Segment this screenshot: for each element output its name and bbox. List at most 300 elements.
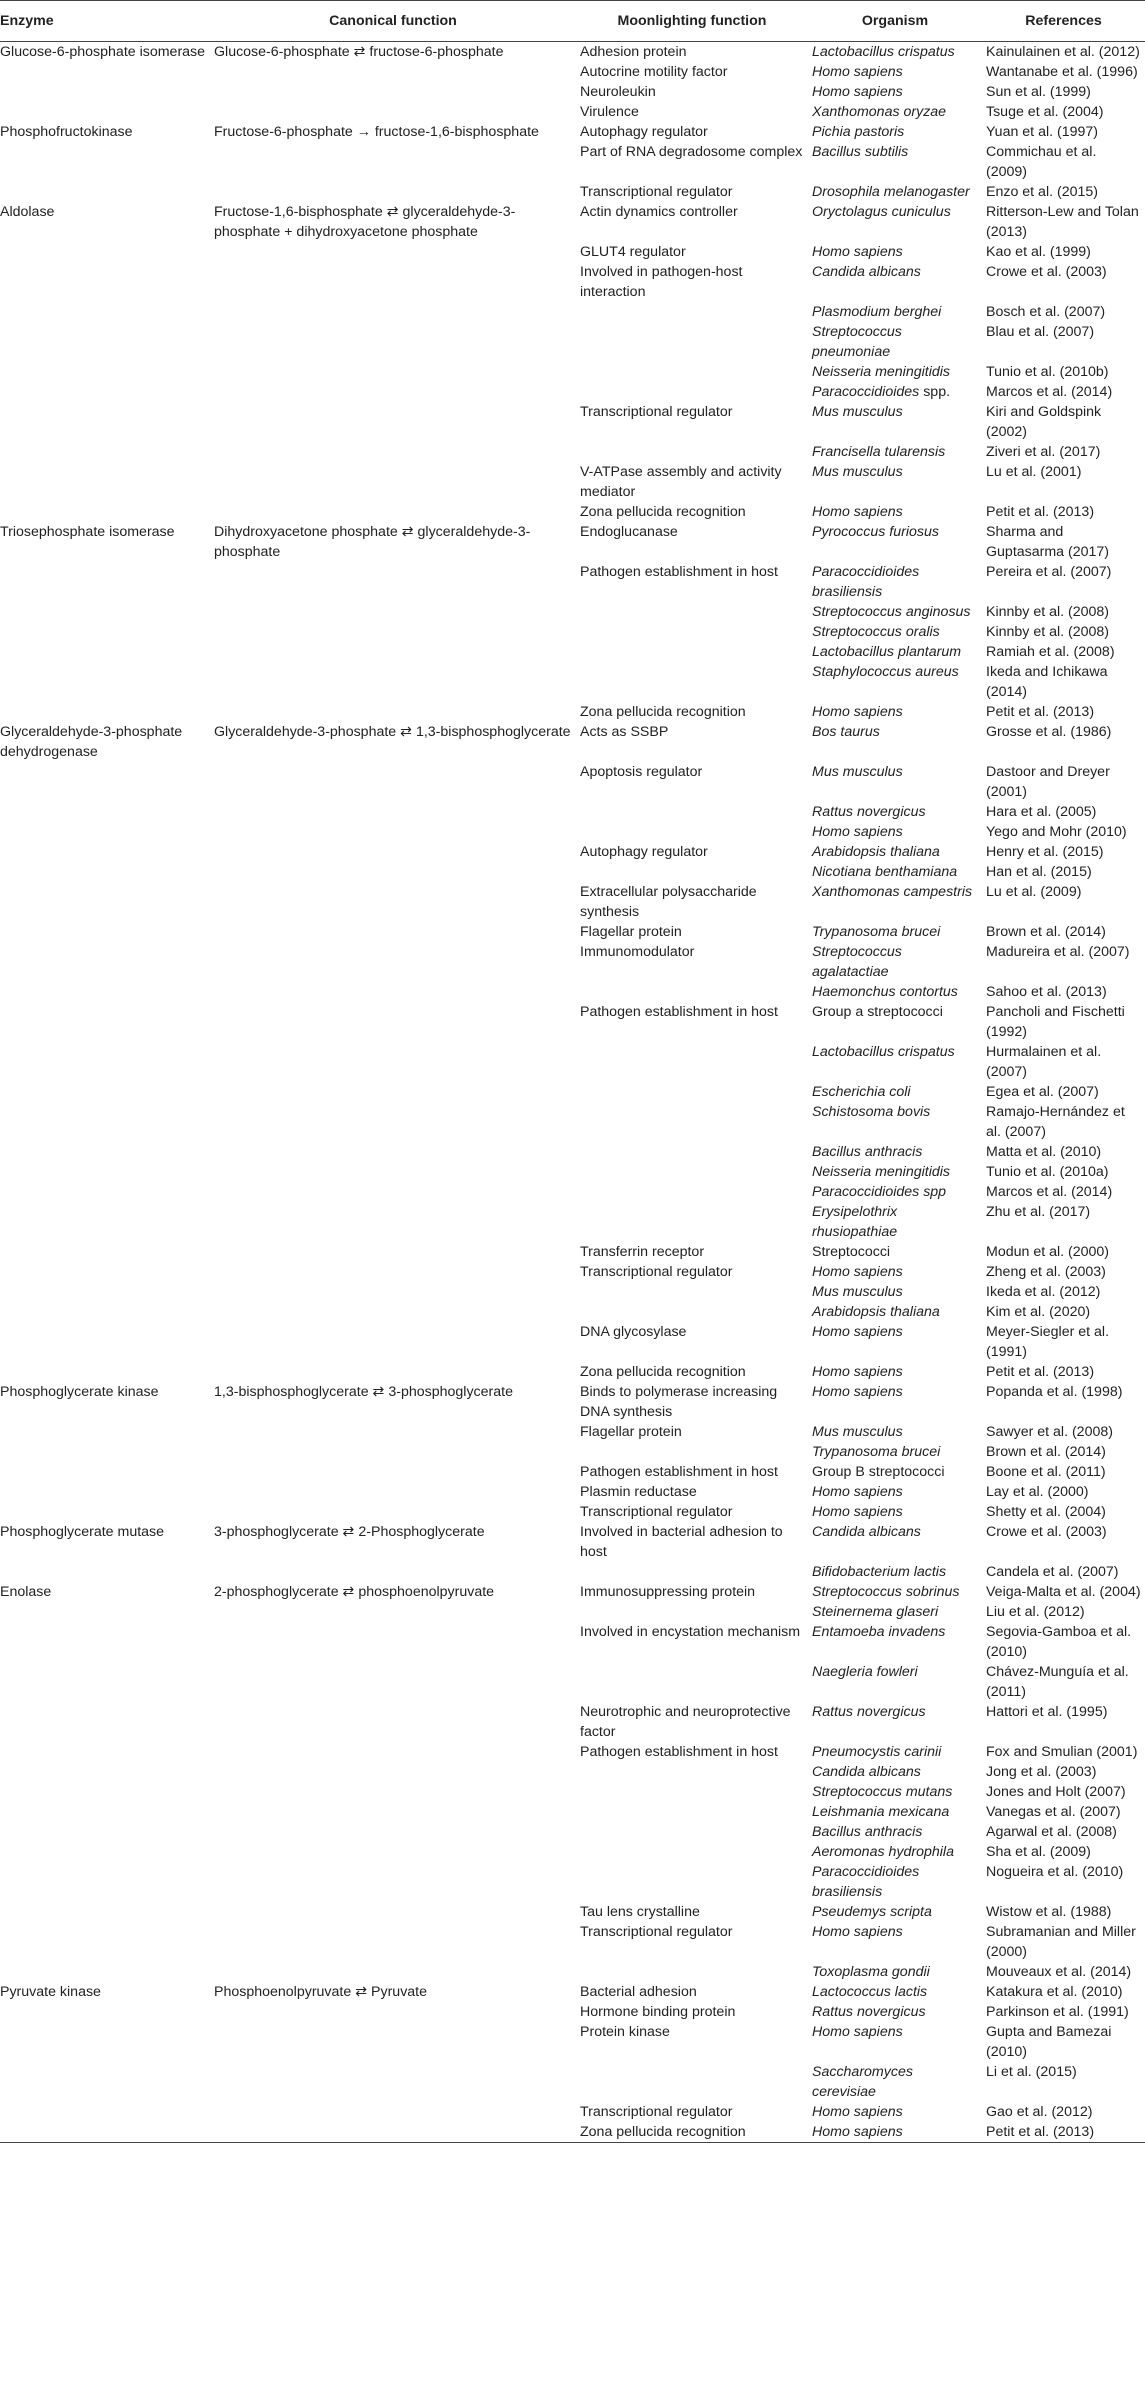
cell-enzyme (0, 862, 210, 882)
cell-moonlighting-function (576, 1762, 808, 1782)
cell-canonical-function (210, 1782, 576, 1802)
organism-name: Bacillus anthracis (812, 1144, 923, 1160)
cell-enzyme (0, 562, 210, 602)
cell-enzyme (0, 1922, 210, 1962)
cell-references: Blau et al. (2007) (986, 324, 1095, 340)
cell-enzyme (0, 382, 210, 402)
cell-moonlighting-function: Apoptosis regulator (580, 764, 703, 780)
cell-organism (808, 1582, 982, 1602)
table-row (0, 1242, 1145, 1262)
cell-canonical-function (210, 562, 576, 602)
cell-moonlighting-function: Autophagy regulator (580, 124, 708, 140)
cell-organism (808, 1442, 982, 1462)
cell-moonlighting-function: Neuroleukin (580, 84, 656, 100)
cell-moonlighting-function: Pathogen establishment in host (580, 1004, 778, 1020)
cell-references: Lu et al. (2001) (986, 464, 1082, 480)
table-row (0, 1742, 1145, 1762)
cell-moonlighting-function (576, 622, 808, 642)
cell-canonical-function (210, 302, 576, 322)
cell-enzyme (0, 462, 210, 502)
organism-name: Pichia pastoris (812, 124, 905, 140)
cell-moonlighting-function: Part of RNA degradosome complex (580, 144, 803, 160)
cell-enzyme (0, 322, 210, 362)
table-row (0, 1822, 1145, 1842)
cell-organism (808, 2062, 982, 2102)
cell-references: Parkinson et al. (1991) (986, 2004, 1129, 2020)
cell-references: Li et al. (2015) (986, 2064, 1077, 2080)
cell-organism (808, 1082, 982, 1102)
organism-name: Candida albicans (812, 1524, 921, 1540)
cell-organism (808, 862, 982, 882)
cell-enzyme (0, 502, 210, 522)
cell-references: Ziveri et al. (2017) (986, 444, 1101, 460)
cell-enzyme: Aldolase (0, 204, 55, 220)
table-row (0, 262, 1145, 302)
cell-moonlighting-function (576, 322, 808, 362)
cell-enzyme (0, 1162, 210, 1182)
cell-enzyme (0, 982, 210, 1002)
cell-enzyme (0, 82, 210, 102)
table-row (0, 1302, 1145, 1322)
cell-enzyme: Triosephosphate isomerase (0, 524, 175, 540)
cell-enzyme (0, 662, 210, 702)
table-row (0, 1362, 1145, 1382)
cell-enzyme (0, 1242, 210, 1262)
table-row (0, 1502, 1145, 1522)
organism-name: Mus musculus (812, 1424, 903, 1440)
cell-organism (808, 242, 982, 262)
cell-enzyme (0, 1902, 210, 1922)
organism-name: Homo sapiens (812, 1364, 903, 1380)
table-row (0, 1462, 1145, 1482)
cell-organism (808, 1302, 982, 1322)
table-row (0, 1862, 1145, 1902)
header-enzyme: Enzyme (0, 1, 210, 42)
organism-name: Homo sapiens (812, 1264, 903, 1280)
cell-canonical-function (210, 2002, 576, 2022)
organism-name: Mus musculus (812, 404, 903, 420)
cell-references: Katakura et al. (2010) (986, 1984, 1123, 2000)
table-row (0, 62, 1145, 82)
cell-enzyme (0, 142, 210, 182)
cell-organism (808, 2002, 982, 2022)
organism-name: Rattus novergicus (812, 804, 926, 820)
cell-references: Kim et al. (2020) (986, 1304, 1091, 1320)
cell-moonlighting-function (576, 1282, 808, 1302)
cell-canonical-function (210, 2102, 576, 2122)
cell-moonlighting-function (576, 822, 808, 842)
cell-references: Egea et al. (2007) (986, 1084, 1099, 1100)
cell-enzyme: Pyruvate kinase (0, 1984, 101, 2000)
cell-moonlighting-function (576, 1862, 808, 1902)
cell-canonical-function (210, 1762, 576, 1782)
cell-organism (808, 922, 982, 942)
cell-moonlighting-function: Immunosuppressing protein (580, 1584, 756, 1600)
table-row (0, 442, 1145, 462)
cell-moonlighting-function (576, 1822, 808, 1842)
cell-canonical-function (210, 382, 576, 402)
organism-name: Staphylococcus aureus (812, 664, 959, 680)
cell-canonical-function (210, 1842, 576, 1862)
cell-canonical-function (210, 842, 576, 862)
organism-name: Streptococcus oralis (812, 624, 940, 640)
table-row (0, 1902, 1145, 1922)
header-moonlighting-function: Moonlighting function (576, 1, 808, 42)
table-row (0, 242, 1145, 262)
cell-enzyme (0, 2002, 210, 2022)
cell-enzyme (0, 1762, 210, 1782)
cell-references: Lay et al. (2000) (986, 1484, 1089, 1500)
cell-enzyme (0, 1862, 210, 1902)
cell-moonlighting-function: Transferrin receptor (580, 1244, 705, 1260)
cell-organism (808, 382, 982, 402)
cell-canonical-function (210, 642, 576, 662)
header-references: References (982, 1, 1145, 42)
cell-canonical-function (210, 2062, 576, 2102)
cell-references: Kiri and Goldspink (2002) (986, 404, 1102, 440)
cell-organism (808, 102, 982, 122)
cell-organism (808, 1102, 982, 1142)
table-row (0, 862, 1145, 882)
cell-references: Han et al. (2015) (986, 864, 1092, 880)
cell-canonical-function (210, 762, 576, 802)
organism-name: Leishmania mexicana (812, 1804, 950, 1820)
cell-organism (808, 82, 982, 102)
cell-moonlighting-function (576, 1662, 808, 1702)
table-row (0, 42, 1145, 63)
cell-canonical-function (210, 1862, 576, 1902)
organism-name: Steinernema glaseri (812, 1604, 939, 1620)
organism-name: Haemonchus contortus (812, 984, 958, 1000)
cell-references: Lu et al. (2009) (986, 884, 1082, 900)
cell-moonlighting-function: Zona pellucida recognition (576, 2122, 808, 2143)
table-row (0, 1182, 1145, 1202)
cell-references: Hurmalainen et al. (2007) (986, 1044, 1102, 1080)
cell-canonical-function (210, 1282, 576, 1302)
cell-canonical-function (210, 242, 576, 262)
table-row (0, 142, 1145, 182)
table-row (0, 842, 1145, 862)
cell-enzyme (0, 1182, 210, 1202)
cell-organism (808, 762, 982, 802)
cell-references: Wantanabe et al. (1996) (986, 64, 1138, 80)
table-row (0, 1962, 1145, 1982)
cell-organism (808, 402, 982, 442)
cell-moonlighting-function: Pathogen establishment in host (580, 1464, 778, 1480)
cell-canonical-function (210, 1442, 576, 1462)
cell-enzyme: Glucose-6-phosphate isomerase (0, 44, 206, 60)
organism-name: Homo sapiens (812, 2124, 903, 2140)
cell-moonlighting-function (576, 1802, 808, 1822)
cell-references: Hara et al. (2005) (986, 804, 1097, 820)
header-organism: Organism (808, 1, 982, 42)
cell-references: Sharma and Guptasarma (2017) (986, 524, 1110, 560)
cell-references: Enzo et al. (2015) (986, 184, 1098, 200)
cell-canonical-function (210, 182, 576, 202)
cell-canonical-function: Glucose-6-phosphate ⇄ fructose-6-phosphate (214, 44, 504, 60)
cell-moonlighting-function: Transcriptional regulator (580, 1924, 733, 1940)
organism-name: Homo sapiens (812, 1484, 903, 1500)
cell-organism (808, 602, 982, 622)
table-row (0, 82, 1145, 102)
organism-name: Homo sapiens (812, 1384, 903, 1400)
cell-references: Jong et al. (2003) (986, 1764, 1097, 1780)
cell-enzyme (0, 702, 210, 722)
cell-moonlighting-function (576, 1042, 808, 1082)
cell-canonical-function (210, 1902, 576, 1922)
cell-moonlighting-function: Autophagy regulator (580, 844, 708, 860)
cell-enzyme (0, 1362, 210, 1382)
table-row (0, 622, 1145, 642)
cell-canonical-function (210, 502, 576, 522)
organism-name: Paracoccidioides brasiliensis (812, 564, 920, 600)
organism-name: Escherichia coli (812, 1084, 911, 1100)
table-row (0, 1762, 1145, 1782)
cell-enzyme (0, 1442, 210, 1462)
header-canonical-function: Canonical function (210, 1, 576, 42)
organism-name: Bifidobacterium lactis (812, 1564, 947, 1580)
organism-name: Homo sapiens (812, 1924, 903, 1940)
cell-references: Agarwal et al. (2008) (986, 1824, 1117, 1840)
cell-organism (808, 362, 982, 382)
cell-moonlighting-function: Transcriptional regulator (580, 1264, 733, 1280)
cell-organism (808, 1822, 982, 1842)
table-row (0, 1442, 1145, 1462)
organism-name: Bacillus anthracis (812, 1824, 923, 1840)
cell-organism (808, 1842, 982, 1862)
cell-moonlighting-function: Autocrine motility factor (580, 64, 728, 80)
organism-name: Oryctolagus cuniculus (812, 204, 951, 220)
cell-organism (808, 822, 982, 842)
cell-enzyme: Phosphoglycerate mutase (0, 1524, 165, 1540)
cell-enzyme (0, 942, 210, 982)
cell-organism (808, 1362, 982, 1382)
table-row (0, 1802, 1145, 1822)
cell-moonlighting-function (576, 382, 808, 402)
table-row (0, 1842, 1145, 1862)
organism-name: Streptococcus mutans (812, 1784, 953, 1800)
cell-organism (808, 302, 982, 322)
table-row (0, 1042, 1145, 1082)
organism-name: Xanthomonas campestris (812, 884, 973, 900)
cell-organism (808, 2102, 982, 2122)
cell-enzyme (0, 1202, 210, 1242)
cell-organism (808, 982, 982, 1002)
table-row (0, 1782, 1145, 1802)
cell-canonical-function (210, 82, 576, 102)
cell-references: Matta et al. (2010) (986, 1144, 1102, 1160)
cell-canonical-function (210, 1162, 576, 1182)
cell-moonlighting-function (576, 302, 808, 322)
organism-name: Trypanosoma brucei (812, 924, 941, 940)
cell-canonical-function (210, 922, 576, 942)
table-row (0, 1322, 1145, 1362)
table-row (0, 802, 1145, 822)
organism-name: Paracoccidioides brasiliensis (812, 1864, 920, 1900)
organism-name: Homo sapiens (812, 704, 903, 720)
table-row (0, 1002, 1145, 1042)
cell-references: Yuan et al. (1997) (986, 124, 1099, 140)
organism-name: Mus musculus (812, 1284, 903, 1300)
cell-canonical-function (210, 1322, 576, 1362)
cell-canonical-function (210, 702, 576, 722)
cell-enzyme (0, 2102, 210, 2122)
cell-references: Nogueira et al. (2010) (986, 1864, 1124, 1880)
organism-name: Lactobacillus plantarum (812, 644, 962, 660)
cell-moonlighting-function (576, 802, 808, 822)
cell-enzyme (0, 1322, 210, 1362)
organism-suffix: spp. (919, 384, 951, 400)
organism-name: Francisella tularensis (812, 444, 946, 460)
cell-references: Sha et al. (2009) (986, 1844, 1091, 1860)
cell-organism (808, 182, 982, 202)
organism-name: Streptococcus agalatactiae (812, 944, 902, 980)
cell-organism (808, 722, 982, 762)
organism-group: Group a streptococci (812, 1004, 943, 1020)
cell-moonlighting-function: Protein kinase (580, 2024, 670, 2040)
cell-enzyme (0, 1002, 210, 1042)
cell-organism (808, 1282, 982, 1302)
table-row (0, 882, 1145, 922)
cell-organism (808, 122, 982, 142)
cell-enzyme (0, 1302, 210, 1322)
cell-moonlighting-function (576, 2062, 808, 2102)
cell-canonical-function (210, 1362, 576, 1382)
cell-enzyme (0, 402, 210, 442)
cell-enzyme (0, 1462, 210, 1482)
organism-group: Streptococci (812, 1244, 891, 1260)
cell-organism (808, 522, 982, 562)
cell-canonical-function (210, 1562, 576, 1582)
table-row (0, 642, 1145, 662)
cell-references: Tunio et al. (2010b) (986, 364, 1109, 380)
cell-references: Hattori et al. (1995) (986, 1704, 1108, 1720)
organism-name: Neisseria meningitidis (812, 364, 950, 380)
cell-references: Tunio et al. (2010a) (986, 1164, 1109, 1180)
cell-moonlighting-function: Neurotrophic and neuroprotective factor (580, 1704, 791, 1740)
cell-enzyme: Enolase (0, 1584, 52, 1600)
cell-enzyme (0, 1822, 210, 1842)
cell-references: Petit et al. (2013) (986, 504, 1095, 520)
cell-enzyme (0, 1842, 210, 1862)
table-row (0, 1382, 1145, 1422)
cell-organism (808, 2022, 982, 2062)
cell-enzyme (0, 262, 210, 302)
cell-enzyme (0, 1042, 210, 1082)
cell-moonlighting-function (576, 1082, 808, 1102)
cell-references: Shetty et al. (2004) (986, 1504, 1106, 1520)
cell-moonlighting-function: Extracellular polysaccharide synthesis (580, 884, 757, 920)
table-row (0, 1102, 1145, 1142)
cell-references: Meyer-Siegler et al. (1991) (986, 1324, 1110, 1360)
cell-organism (808, 1322, 982, 1362)
cell-references: Marcos et al. (2014) (986, 384, 1113, 400)
cell-organism (808, 1242, 982, 1262)
table-row (0, 2102, 1145, 2122)
cell-references: Tsuge et al. (2004) (986, 104, 1104, 120)
cell-organism (808, 202, 982, 242)
table-row (0, 302, 1145, 322)
cell-references: Ritterson-Lew and Tolan (2013) (986, 204, 1139, 240)
table-row (0, 1522, 1145, 1562)
cell-canonical-function: Phosphoenolpyruvate ⇄ Pyruvate (214, 1984, 428, 2000)
organism-name: Candida albicans (812, 1764, 921, 1780)
table-row (0, 602, 1145, 622)
table-row (0, 1562, 1145, 1582)
organism-name: Bos taurus (812, 724, 880, 740)
table-row (0, 1422, 1145, 1442)
cell-references: Crowe et al. (2003) (986, 264, 1107, 280)
cell-references: Marcos et al. (2014) (986, 1184, 1113, 1200)
cell-organism (808, 442, 982, 462)
cell-enzyme (0, 1102, 210, 1142)
organism-name: Homo sapiens (812, 244, 903, 260)
cell-references: Pereira et al. (2007) (986, 564, 1112, 580)
cell-moonlighting-function: Involved in pathogen-host interaction (580, 264, 743, 300)
cell-references: Modun et al. (2000) (986, 1244, 1110, 1260)
cell-moonlighting-function (576, 1162, 808, 1182)
cell-enzyme (0, 2122, 210, 2143)
cell-canonical-function (210, 1202, 576, 1242)
cell-references: Dastoor and Dreyer (2001) (986, 764, 1110, 800)
cell-moonlighting-function (576, 362, 808, 382)
cell-canonical-function (210, 1182, 576, 1202)
organism-name: Erysipelothrix rhusiopathiae (812, 1204, 898, 1240)
cell-enzyme (0, 362, 210, 382)
cell-enzyme (0, 1602, 210, 1622)
cell-organism (808, 1862, 982, 1902)
cell-moonlighting-function (576, 1102, 808, 1142)
organism-name: Lactococcus lactis (812, 1984, 928, 2000)
cell-organism (808, 1162, 982, 1182)
cell-canonical-function (210, 1462, 576, 1482)
cell-references: Sawyer et al. (2008) (986, 1424, 1113, 1440)
cell-canonical-function (210, 1482, 576, 1502)
table-row (0, 462, 1145, 502)
organism-name: Naegleria fowleri (812, 1664, 918, 1680)
cell-organism (808, 1502, 982, 1522)
table-row (0, 702, 1145, 722)
table-row (0, 1922, 1145, 1962)
organism-name: Homo sapiens (812, 64, 903, 80)
cell-canonical-function (210, 1242, 576, 1262)
cell-canonical-function (210, 1042, 576, 1082)
organism-name: Schistosoma bovis (812, 1104, 931, 1120)
cell-organism (808, 842, 982, 862)
cell-canonical-function (210, 1262, 576, 1282)
organism-group: Group B streptococci (812, 1464, 945, 1480)
cell-enzyme (0, 1502, 210, 1522)
cell-canonical-function (210, 2122, 576, 2143)
organism-name: Mus musculus (812, 464, 903, 480)
cell-references: Ikeda and Ichikawa (2014) (986, 664, 1108, 700)
table-body (0, 42, 1145, 2143)
cell-organism (808, 942, 982, 982)
cell-organism (808, 1482, 982, 1502)
cell-canonical-function: Dihydroxyacetone phosphate ⇄ glyceraldehyde-3-phosphate (214, 524, 531, 560)
cell-canonical-function (210, 462, 576, 502)
table-row (0, 182, 1145, 202)
cell-organism (808, 2122, 982, 2143)
organism-name: Pyrococcus furiosus (812, 524, 939, 540)
cell-moonlighting-function: Bacterial adhesion (580, 1984, 697, 2000)
cell-organism (808, 642, 982, 662)
cell-references: Brown et al. (2014) (986, 1444, 1106, 1460)
cell-enzyme (0, 762, 210, 802)
cell-organism (808, 142, 982, 182)
cell-enzyme (0, 1262, 210, 1282)
table-row (0, 2022, 1145, 2062)
